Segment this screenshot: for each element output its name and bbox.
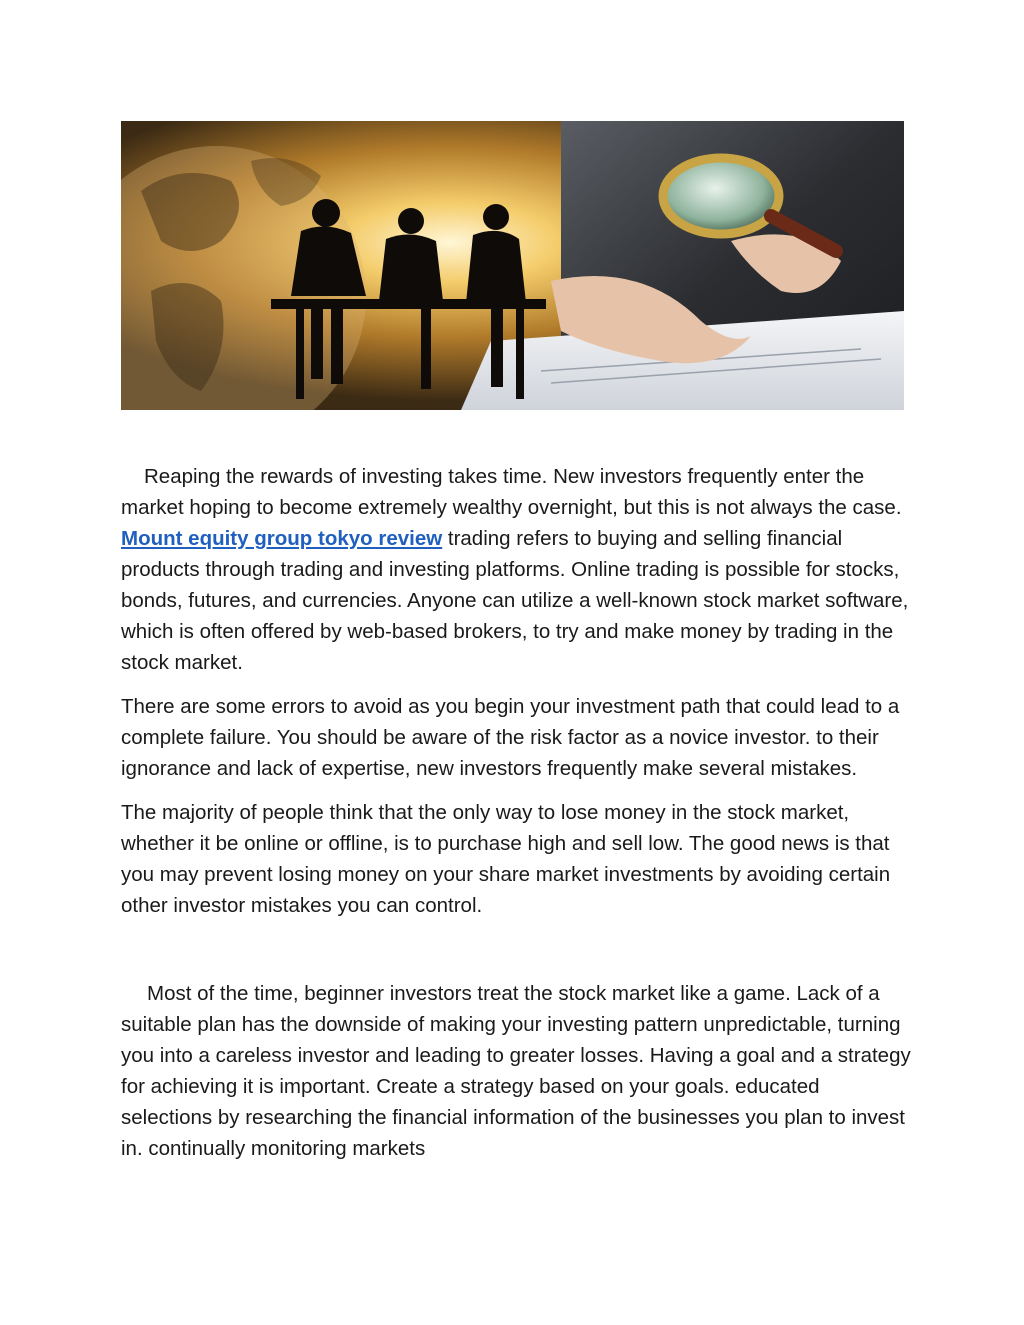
paragraph-1-text-before: Reaping the rewards of investing takes time. New investors frequently enter the market hoping to become extremely wealthy overnight, but this is not always the case. <box>121 465 902 519</box>
business-investing-illustration <box>121 121 904 410</box>
paragraph-2: There are some errors to avoid as you begin your investment path that could lead to a complete failure. You should be aware of the risk factor as a novice investor. to their ignorance and lack of expertise, new investors frequently make several mistakes. <box>121 695 900 780</box>
paragraph-1 <box>121 461 911 678</box>
hero-image <box>121 121 904 410</box>
paragraph-4: Most of the time, beginner investors treat the stock market like a game. Lack of a suitable plan has the downside of making your investing pattern unpredictable, turning you into a careless investor and leading to greater losses. Having a goal and a strategy for achieving it is important. Create a strategy based on your goals. educated selections by researching the financial information of the businesses you plan to invest in. continually monitoring markets <box>121 982 911 1160</box>
paragraph-1-text-after: trading refers to buying and selling financial products through trading and investing platforms. Online trading is possible for stocks, bonds, futures, and currencies. Anyone can utilize a well-known stock market software, which is often offered by web-based brokers, to try and make money by trading in the stock market. <box>121 527 909 674</box>
article-body <box>121 461 911 1177</box>
paragraph-3: The majority of people think that the only way to lose money in the stock market, whether it be online or offline, is to purchase high and sell low. The good news is that you may prevent losing money on your share market investments by avoiding certain other investor mistakes you can control. <box>121 801 891 917</box>
mount-equity-review-link[interactable]: Mount equity group tokyo review <box>121 527 443 550</box>
paragraph-spacer <box>121 934 911 978</box>
